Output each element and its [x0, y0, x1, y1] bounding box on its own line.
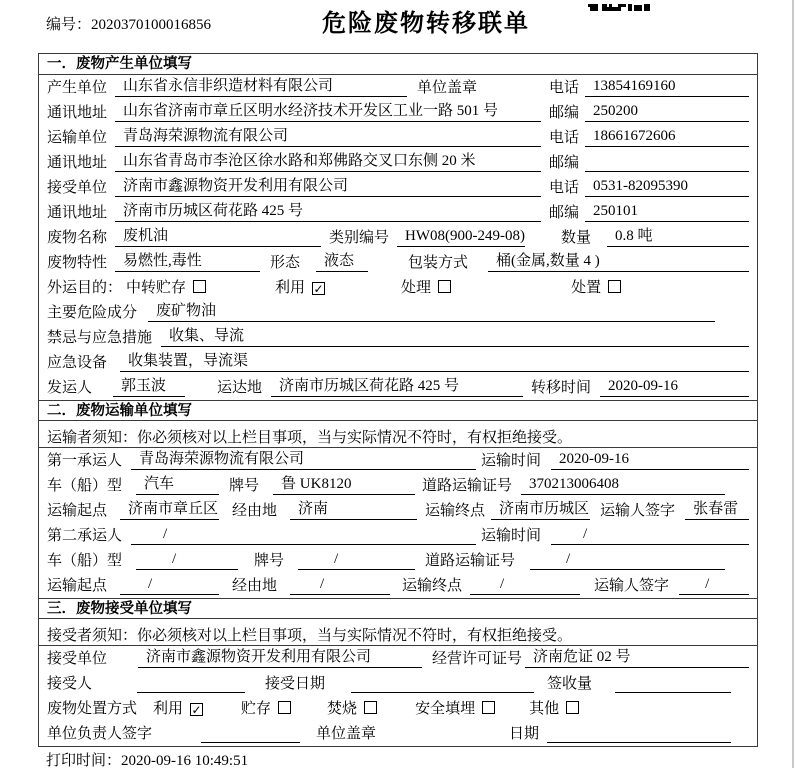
received-amount-label: 签收量	[547, 676, 593, 692]
road-permit-label: 道路运输证号	[425, 553, 516, 569]
print-time-value: 2020-09-16 10:49:51	[121, 753, 249, 768]
hazard-components-label: 主要危险成分	[47, 305, 138, 321]
transfer-time-label: 转移时间	[531, 380, 592, 396]
producer-address-row	[39, 100, 757, 125]
hazard-components-row	[39, 300, 757, 325]
vehicle1-row	[39, 473, 757, 498]
vehicle-type-label: 车（船）型	[47, 478, 123, 494]
transport-time-label: 运输时间	[481, 528, 542, 544]
transporter-row	[39, 125, 757, 150]
accept-date-label: 接受日期	[265, 676, 326, 692]
road-permit-value: 370213006408	[521, 476, 725, 495]
route-start2-value: /	[120, 576, 219, 595]
transporter-address-row	[39, 150, 757, 175]
disposal-option-use	[153, 697, 203, 718]
quantity-value: 0.8 吨	[607, 224, 749, 247]
transfer-time-value: 2020-09-16	[600, 378, 749, 397]
route2-row	[39, 573, 757, 598]
purpose-use-checkbox: ✓	[313, 282, 324, 296]
category-code-value: HW08(900-249-08)	[397, 228, 525, 247]
waste-name-row	[39, 225, 757, 250]
road-permit-label: 道路运输证号	[422, 478, 513, 494]
address-label: 通讯地址	[47, 205, 108, 221]
date-value	[547, 741, 731, 743]
second-carrier-label: 第二承运人	[47, 528, 123, 544]
acceptor-value	[137, 691, 245, 693]
disposal-option-other	[529, 697, 579, 718]
disposal-method-row	[39, 696, 757, 721]
form-state-value: 液态	[316, 249, 368, 272]
waste-traits-value: 易燃性,毒性	[115, 249, 260, 272]
section2-header: 二．废物运输单位填写	[39, 400, 757, 421]
acceptor-label: 接受人	[47, 676, 93, 692]
accepting-unit-value: 济南市鑫源物资开发利用有限公司	[138, 645, 422, 668]
route-start-label: 运输起点	[47, 578, 108, 594]
vehicle-type-label: 车（船）型	[47, 553, 123, 569]
emergency-measures-value: 收集、导流	[161, 324, 749, 347]
serial-number: 2020370100016856	[91, 17, 212, 33]
via-label: 经由地	[232, 503, 278, 519]
disposal-incineration-checkbox	[364, 701, 377, 714]
transporter-label: 运输单位	[47, 130, 108, 146]
emergency-equipment-row	[39, 350, 757, 375]
serial-label: 编号：	[46, 17, 92, 33]
second-carrier-row	[39, 523, 757, 548]
plate-label: 牌号	[254, 553, 285, 569]
first-carrier-label: 第一承运人	[47, 453, 123, 469]
transport-time-value: 2020-09-16	[551, 451, 749, 470]
emergency-measures-label: 禁忌与应急措施	[47, 330, 153, 346]
route-end-label: 运输终点	[402, 578, 463, 594]
purpose-disposal-checkbox	[608, 280, 621, 293]
license-label: 经营许可证号	[432, 651, 523, 667]
route-start-label: 运输起点	[47, 503, 108, 519]
disposal-option-landfill	[415, 697, 495, 718]
producer-label: 产生单位	[47, 80, 108, 96]
page-right-edge	[792, 0, 794, 768]
disposal-storage-label: 贮存	[241, 701, 272, 717]
accept-date-value	[351, 691, 534, 693]
route1-row	[39, 498, 757, 523]
date-label: 日期	[509, 726, 540, 742]
address-label: 通讯地址	[47, 155, 108, 171]
carrier-sign-value: 张春雷	[685, 497, 749, 520]
responsible-sign-label: 单位负责人签字	[47, 726, 153, 742]
transfer-purpose-label: 外运目的：	[47, 280, 123, 296]
waste-name-label: 废物名称	[47, 230, 108, 246]
purpose-disposal-label: 处置	[571, 280, 602, 296]
vehicle-type2-value: /	[136, 551, 238, 570]
disposal-use-checkbox: ✓	[191, 703, 202, 717]
waste-name-value: 废机油	[115, 224, 321, 247]
producer-phone-value: 13854169160	[585, 78, 749, 97]
acceptor-row	[39, 671, 757, 696]
phone-label: 电话	[549, 130, 580, 146]
zip-label: 邮编	[549, 105, 580, 121]
producer-value: 山东省永信非织造材料有限公司	[115, 74, 407, 97]
via-value: 济南	[290, 497, 417, 520]
accepting-unit-label: 接受单位	[47, 651, 108, 667]
quantity-label: 数量	[561, 230, 592, 246]
plate2-value: /	[298, 551, 415, 570]
producer-row	[39, 75, 757, 100]
purpose-use-label: 利用	[275, 280, 306, 296]
transport-time-label: 运输时间	[481, 453, 542, 469]
disposal-landfill-checkbox	[482, 701, 495, 714]
dispatcher-row	[39, 375, 757, 400]
transfer-form	[38, 53, 758, 747]
disposal-other-checkbox	[566, 701, 579, 714]
route-end-value: 济南市历城区	[491, 497, 590, 520]
packaging-label: 包装方式	[408, 255, 469, 271]
print-time-label: 打印时间：	[46, 753, 122, 768]
via-label: 经由地	[232, 578, 278, 594]
plate-label: 牌号	[229, 478, 260, 494]
disposal-incineration-label: 焚烧	[327, 701, 358, 717]
receiver-value: 济南市鑫源物资开发利用有限公司	[115, 174, 541, 197]
unit-seal-label: 单位盖章	[316, 726, 377, 742]
receiver-phone-value: 0531-82095390	[585, 178, 749, 197]
received-amount-value	[615, 691, 731, 693]
receiver-row	[39, 175, 757, 200]
emergency-equipment-value: 收集装置，导流渠	[120, 349, 749, 372]
section3-header: 三．废物接受单位填写	[39, 598, 757, 619]
category-code-label: 类别编号	[329, 230, 390, 246]
waste-traits-row	[39, 250, 757, 275]
disposal-method-label: 废物处置方式	[47, 701, 138, 717]
route-end-label: 运输终点	[425, 503, 486, 519]
purpose-treatment-label: 处理	[401, 280, 432, 296]
acceptor-notice: 接受者须知：你必须核对以上栏目事项，当与实际情况不符时，有权拒绝接受。	[39, 619, 757, 646]
waste-traits-label: 废物特性	[47, 255, 108, 271]
transporter-value: 青岛海荣源物流有限公司	[115, 124, 541, 147]
disposal-use-label: 利用	[153, 701, 184, 717]
hazard-components-value: 废矿物油	[148, 299, 715, 322]
destination-value: 济南市历城区荷花路 425 号	[271, 374, 523, 397]
carrier-sign-label: 运输人签字	[594, 578, 670, 594]
accepting-unit-row	[39, 646, 757, 671]
vehicle2-row	[39, 548, 757, 573]
print-time-line	[46, 749, 248, 768]
emergency-measures-row	[39, 325, 757, 350]
receiver-zip-value: 250101	[585, 203, 749, 222]
purpose-storage-label: 中转贮存	[126, 280, 187, 296]
form-title: 危险废物转移联单	[322, 10, 530, 37]
disposal-other-label: 其他	[529, 701, 560, 717]
license-value: 济南危证 02 号	[525, 645, 749, 668]
form-state-label: 形态	[270, 255, 301, 271]
responsible-sign-row	[39, 721, 757, 746]
second-carrier-value: /	[131, 526, 476, 545]
carrier-sign2-value: /	[679, 576, 749, 595]
disposal-storage-checkbox	[278, 701, 291, 714]
producer-address-value: 山东省济南市章丘区明水经济技术开发区工业一路 501 号	[115, 99, 541, 122]
dispatcher-label: 发运人	[47, 380, 93, 396]
purpose-option-use	[275, 276, 325, 297]
first-carrier-row	[39, 448, 757, 473]
transporter-zip-value	[585, 170, 749, 172]
qr-code-fragment	[588, 0, 650, 18]
destination-label: 运达地	[217, 380, 263, 396]
plate-value: 鲁 UK8120	[273, 472, 415, 495]
transporter-notice: 运输者须知：你必须核对以上栏目事项，当与实际情况不符时，有权拒绝接受。	[39, 421, 757, 448]
phone-label: 电话	[549, 180, 580, 196]
carrier-sign-label: 运输人签字	[600, 503, 676, 519]
via2-value: /	[290, 576, 390, 595]
packaging-value: 桶(金属,数量 4 )	[488, 249, 749, 272]
purpose-treatment-checkbox	[438, 280, 451, 293]
receiver-address-value: 济南市历城区荷花路 425 号	[115, 199, 541, 222]
disposal-landfill-label: 安全填埋	[415, 701, 476, 717]
purpose-option-treatment	[401, 276, 451, 297]
road-permit2-value: /	[530, 551, 725, 570]
receiver-address-row	[39, 200, 757, 225]
route-start-value: 济南市章丘区	[120, 497, 219, 520]
disposal-option-incineration	[327, 697, 377, 718]
address-label: 通讯地址	[47, 105, 108, 121]
emergency-equipment-label: 应急设备	[47, 355, 108, 371]
purpose-storage-checkbox	[193, 280, 206, 293]
dispatcher-value: 郭玉波	[113, 374, 185, 397]
purpose-option-storage	[126, 276, 206, 297]
route-end2-value: /	[470, 576, 580, 595]
responsible-sign-value	[201, 741, 300, 743]
receiver-label: 接受单位	[47, 180, 108, 196]
transporter-phone-value: 18661672606	[585, 128, 749, 147]
transfer-purpose-row	[39, 275, 757, 300]
producer-zip-value: 250200	[585, 103, 749, 122]
zip-label: 邮编	[549, 205, 580, 221]
disposal-option-storage	[241, 697, 291, 718]
first-carrier-value: 青岛海荣源物流有限公司	[131, 447, 476, 470]
unit-seal-label: 单位盖章	[417, 80, 478, 96]
transporter-address-value: 山东省青岛市李沧区徐水路和郑佛路交叉口东侧 20 米	[115, 149, 541, 172]
vehicle-type-value: 汽车	[136, 472, 219, 495]
purpose-option-disposal	[571, 276, 621, 297]
section1-header: 一．废物产生单位填写	[39, 54, 757, 75]
phone-label: 电话	[549, 80, 580, 96]
transport-time2-value: /	[551, 526, 749, 545]
zip-label: 邮编	[549, 155, 580, 171]
